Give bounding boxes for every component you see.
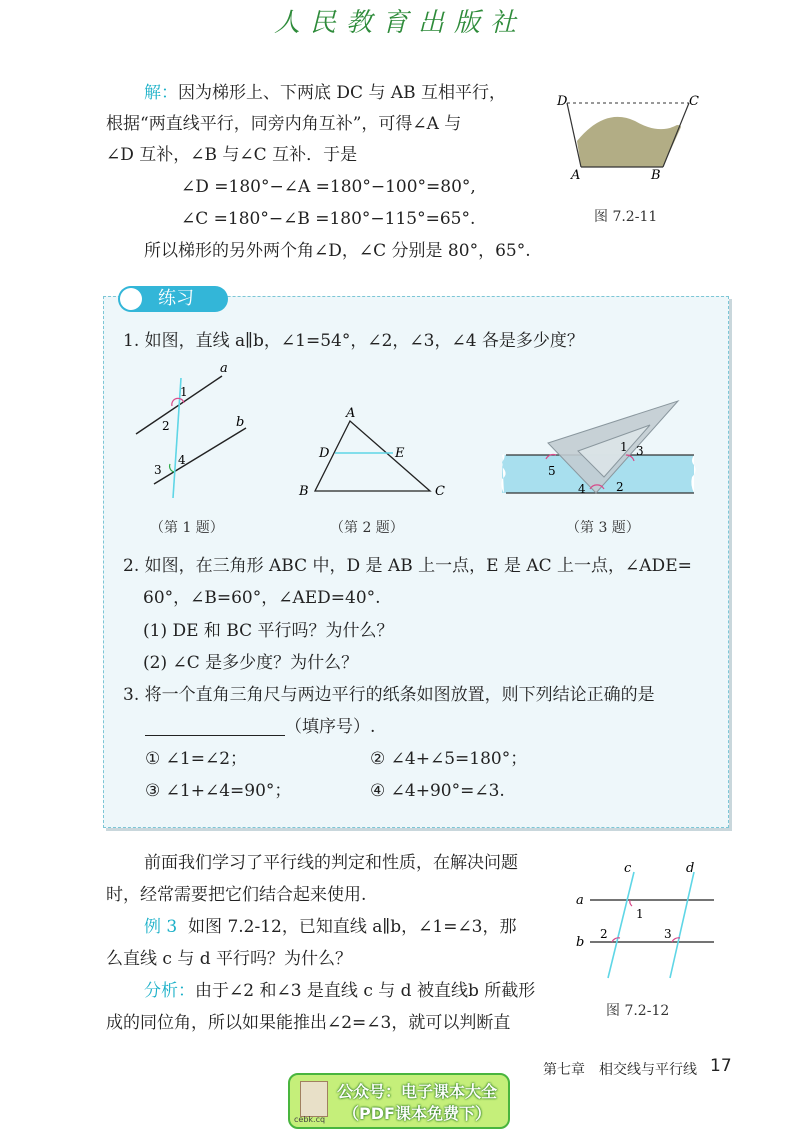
label-angle-3: 3 — [664, 927, 672, 941]
question-3-line-2: （填序号）. — [145, 712, 375, 743]
figure-caption-q1: （第 1 题） — [150, 520, 224, 536]
practice-tab — [118, 286, 228, 312]
example-label: 例 3 — [144, 917, 178, 937]
label-angle-1: 1 — [620, 440, 628, 454]
intro-line-1: 前面我们学习了平行线的判定和性质，在解决问题 — [144, 853, 518, 873]
question-3-line-1: 3. 将一个直角三角尺与两边平行的纸条如图放置，则下列结论正确的是 — [123, 685, 655, 705]
option-4: ④ ∠4+90°=∠3. — [370, 781, 505, 801]
label-line-d: d — [686, 861, 695, 876]
answer-blank[interactable] — [145, 715, 285, 736]
analysis-label: 分析： — [144, 981, 195, 1001]
question-2-line-2: 60°，∠B=60°，∠AED=40°. — [143, 588, 381, 608]
parallel-lines-figure — [574, 858, 724, 983]
solution-equation-2: ∠C =180°−∠B =180°−115°=65°. — [181, 209, 476, 229]
label-angle-2: 2 — [162, 419, 170, 433]
question-2-figure — [295, 403, 455, 498]
question-2-part-2: (2) ∠C 是多少度？为什么？ — [143, 653, 359, 673]
label-angle-1: 1 — [180, 385, 188, 399]
analysis-line-2: 成的同位角，所以如果能推出∠2=∠3，就可以判断直 — [106, 1013, 511, 1033]
label-a: A — [571, 168, 581, 183]
intro-line-2: 时，经常需要把它们结合起来使用. — [106, 885, 367, 905]
label-line-a: a — [576, 893, 584, 908]
question-1-figure — [128, 360, 258, 500]
triangle-abc — [315, 421, 430, 491]
label-point-d: D — [319, 446, 330, 461]
trapezoid-figure — [555, 85, 705, 190]
label-point-e: E — [395, 446, 405, 461]
label-angle-3: 3 — [154, 463, 162, 477]
line-d — [670, 872, 694, 978]
watermark-banner — [288, 1073, 510, 1129]
figure-caption-q2: （第 2 题） — [330, 520, 404, 536]
angle-arc-1 — [630, 900, 632, 906]
angle-arc-3 — [170, 464, 174, 472]
label-angle-4: 4 — [578, 482, 586, 496]
label-angle-2: 2 — [600, 927, 608, 941]
solution-label: 解： — [144, 83, 178, 103]
trapezoid-side-ad — [567, 103, 581, 167]
label-angle-5: 5 — [548, 464, 556, 478]
solution-line-3: ∠D 互补，∠B 与∠C 互补．于是 — [106, 145, 358, 165]
figure-caption-q3: （第 3 题） — [566, 520, 640, 536]
pencil-icon — [120, 288, 142, 310]
water-region — [577, 117, 681, 167]
question-1: 1. 如图，直线 a∥b，∠1=54°，∠2，∠3，∠4 各是多少度？ — [123, 331, 584, 351]
label-vertex-c: C — [435, 484, 445, 498]
label-vertex-b: B — [299, 484, 309, 498]
example-line-2: 么直线 c 与 d 平行吗？为什么？ — [106, 949, 353, 969]
option-1: ① ∠1=∠2； — [145, 749, 248, 769]
label-line-b: b — [236, 415, 245, 430]
figure-caption-7-2-11: 图 7.2-11 — [594, 209, 658, 225]
label-angle-4: 4 — [178, 453, 186, 467]
label-angle-3: 3 — [636, 444, 644, 458]
question-3-figure — [500, 395, 700, 505]
question-2-part-1: (1) DE 和 BC 平行吗？为什么？ — [143, 621, 394, 641]
solution-line-2: 根据“两直线平行，同旁内角互补”，可得∠A 与 — [106, 114, 462, 134]
watermark-line-1: 公众号：电子课本大全 — [336, 1082, 497, 1101]
label-line-c: c — [624, 861, 632, 876]
solution-line-1: 解：因为梯形上、下两底 DC 与 AB 互相平行， — [144, 83, 507, 103]
label-angle-1: 1 — [636, 907, 644, 921]
label-d: D — [557, 94, 568, 109]
example-line-1: 例 3 如图 7.2-12，已知直线 a∥b，∠1=∠3，那 — [144, 917, 517, 937]
book-icon — [300, 1081, 328, 1117]
practice-title: 练习 — [158, 288, 194, 309]
watermark-line-2: （PDF课本免费下） — [343, 1104, 491, 1123]
question-2-line-1: 2. 如图，在三角形 ABC 中，D 是 AB 上一点，E 是 AC 上一点，∠ADE= — [123, 556, 692, 576]
label-b: B — [651, 168, 661, 183]
label-c: C — [689, 94, 699, 109]
option-3: ③ ∠1+∠4=90°； — [145, 781, 292, 801]
line-b — [154, 428, 246, 484]
figure-caption-7-2-12: 图 7.2-12 — [606, 1003, 670, 1019]
label-vertex-a: A — [346, 406, 356, 421]
option-2: ② ∠4+∠5=180°； — [370, 749, 528, 769]
solution-equation-1: ∠D =180°−∠A =180°−100°=80°, — [181, 177, 476, 197]
chapter-title: 第七章 相交线与平行线 — [543, 1062, 697, 1078]
line-c — [608, 872, 634, 978]
label-line-b: b — [576, 935, 585, 950]
label-line-a: a — [220, 361, 228, 376]
label-angle-2: 2 — [616, 480, 624, 494]
publisher-logo: 人民教育出版社 — [273, 8, 526, 38]
page-number: 17 — [710, 1056, 732, 1076]
analysis-line-1: 分析：由于∠2 和∠3 是直线 c 与 d 被直线b 所截形 — [144, 981, 536, 1001]
solution-conclusion: 所以梯形的另外两个角∠D，∠C 分别是 80°，65°. — [144, 241, 531, 261]
watermark-icon-caption: cebk.cq — [294, 1115, 326, 1124]
